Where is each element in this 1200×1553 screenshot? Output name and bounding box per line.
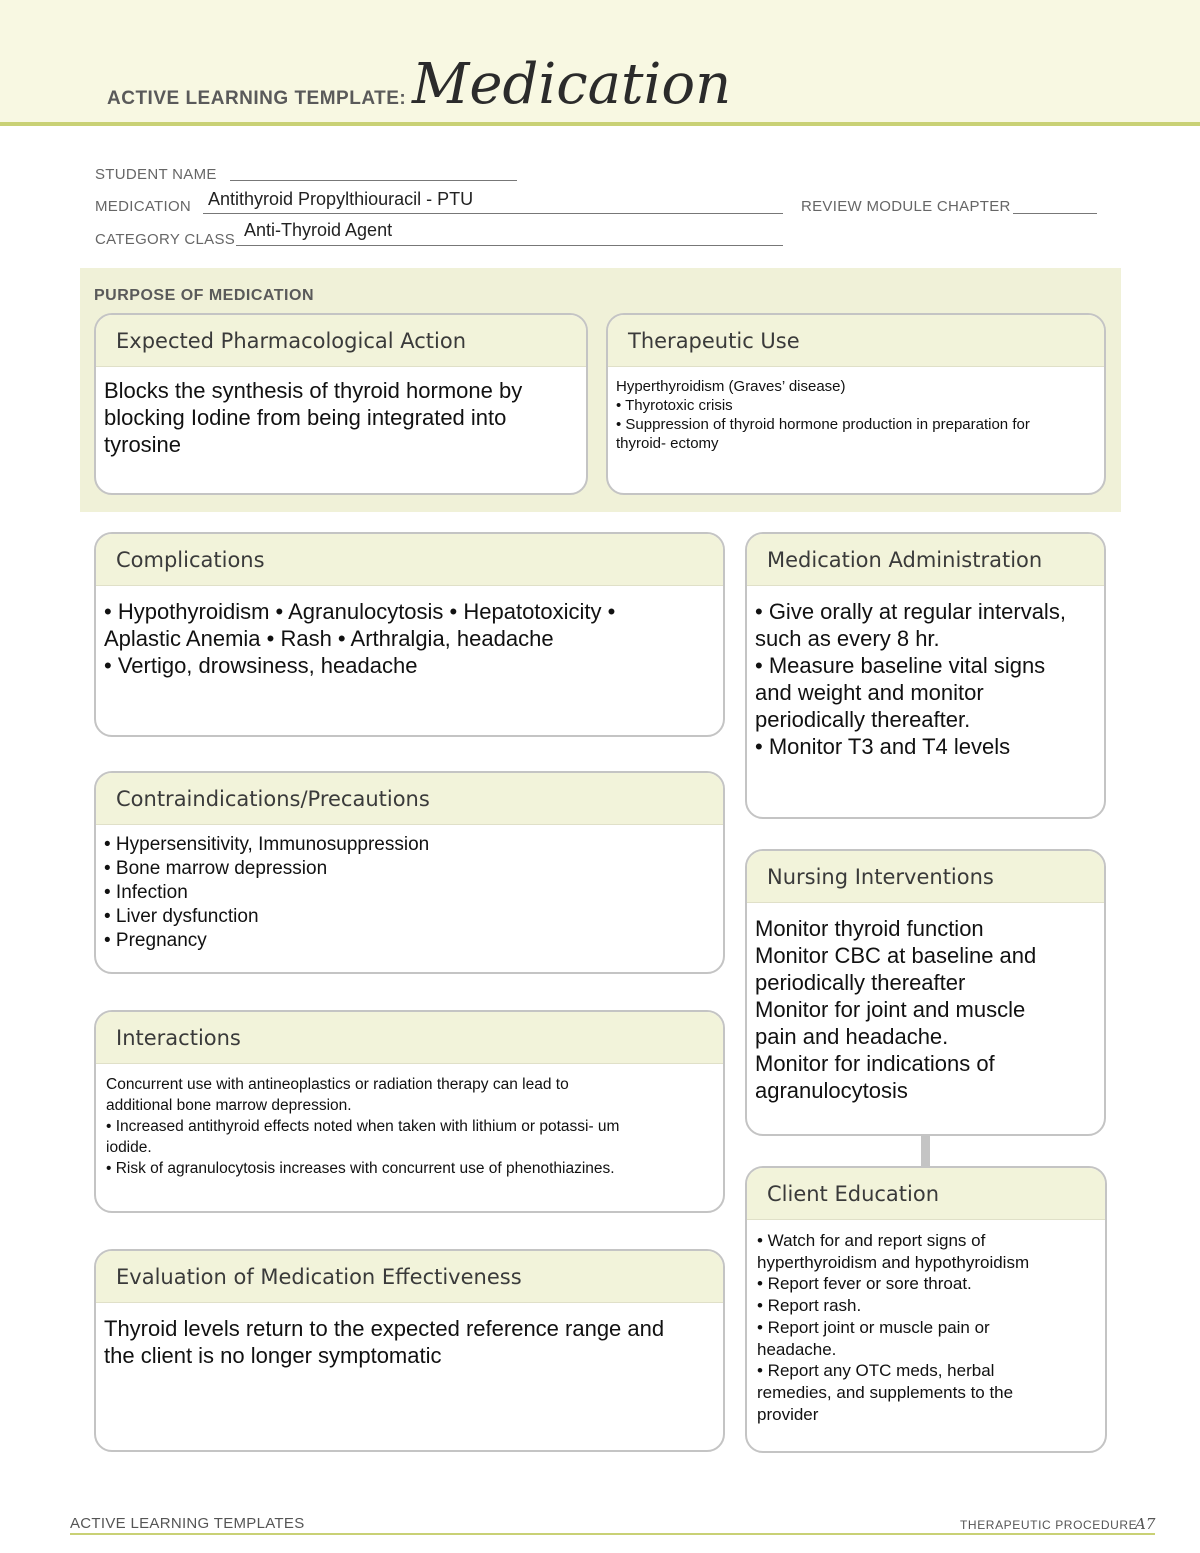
administration-line: • Measure baseline vital signs (755, 653, 1046, 678)
therapeutic-use-line: • Thyrotoxic crisis (616, 397, 733, 414)
header-rule (0, 122, 1200, 126)
expected-action-heading: Expected Pharmacological Action (96, 315, 586, 367)
administration-line: • Give orally at regular intervals, (755, 599, 1066, 624)
expected-action-line: blocking Iodine from being integrated into (104, 405, 507, 430)
administration-heading: Medication Administration (747, 534, 1104, 586)
category-class-field[interactable]: Anti-Thyroid Agent (244, 220, 393, 240)
contraindications-line: • Infection (104, 882, 188, 903)
client-education-line: • Watch for and report signs of (757, 1231, 986, 1250)
complications-card (94, 532, 725, 737)
nursing-line: Monitor CBC at baseline and (755, 943, 1037, 968)
review-module-label: REVIEW MODULE CHAPTER (801, 198, 1011, 215)
evaluation-line: Thyroid levels return to the expected reference range and (104, 1316, 665, 1341)
therapeutic-use-card (606, 313, 1106, 495)
client-education-heading: Client Education (747, 1168, 1105, 1220)
medication-label: MEDICATION (95, 198, 192, 215)
footer-right: THERAPEUTIC PROCEDURE (960, 1518, 1138, 1532)
nursing-card (745, 849, 1106, 1136)
evaluation-body (96, 1303, 723, 1369)
administration-line: periodically thereafter. (755, 707, 971, 732)
client-education-line: • Report joint or muscle pain or (757, 1317, 990, 1337)
nursing-heading: Nursing Interventions (747, 851, 1104, 903)
evaluation-heading: Evaluation of Medication Effectiveness (96, 1251, 723, 1303)
expected-action-line: tyrosine (104, 432, 182, 457)
nursing-line: agranulocytosis (755, 1078, 908, 1103)
interactions-body (96, 1064, 723, 1179)
template-label: ACTIVE LEARNING TEMPLATE: (107, 88, 407, 109)
therapeutic-use-heading: Therapeutic Use (608, 315, 1104, 367)
administration-line: and weight and monitor (755, 680, 984, 705)
footer-left: ACTIVE LEARNING TEMPLATES (70, 1515, 305, 1532)
review-module-line (1013, 213, 1097, 214)
contraindications-line: • Bone marrow depression (104, 858, 328, 879)
student-name-label: STUDENT NAME (95, 166, 217, 183)
client-education-line: headache. (757, 1339, 837, 1359)
client-education-card (745, 1166, 1107, 1453)
contraindications-line: • Liver dysfunction (104, 906, 259, 927)
interactions-line: additional bone marrow depression. (106, 1097, 352, 1114)
contraindications-heading: Contraindications/Precautions (96, 773, 723, 825)
client-education-line: • Report fever or sore throat. (757, 1274, 972, 1294)
complications-line: • Vertigo, drowsiness, headache (104, 653, 418, 678)
footer-page-number: A7 (1135, 1515, 1156, 1533)
evaluation-line: the client is no longer symptomatic (104, 1343, 442, 1368)
complications-line: Aplastic Anemia • Rash • Arthralgia, headache (104, 626, 554, 651)
contraindications-line: • Hypersensitivity, Immunosuppression (104, 834, 430, 855)
expected-action-card (94, 313, 588, 495)
client-education-line: remedies, and supplements to the (757, 1382, 1014, 1402)
purpose-title: PURPOSE OF MEDICATION (94, 287, 314, 304)
nursing-body (747, 903, 1104, 1104)
complications-body (96, 586, 723, 679)
interactions-line: iodide. (106, 1139, 152, 1156)
interactions-card (94, 1010, 725, 1213)
medication-line (203, 213, 783, 214)
template-title: Medication (412, 52, 732, 117)
nursing-line: Monitor for indications of (755, 1051, 995, 1076)
nursing-line: pain and headache. (755, 1024, 949, 1049)
interactions-line: • Increased antithyroid effects noted when taken with lithium or potassi- um (106, 1118, 620, 1135)
administration-body (747, 586, 1104, 760)
therapeutic-use-line: Hyperthyroidism (Graves’ disease) (616, 378, 846, 395)
therapeutic-use-line: thyroid- ectomy (616, 435, 719, 452)
nursing-line: Monitor thyroid function (755, 916, 984, 941)
nursing-line: Monitor for joint and muscle (755, 997, 1026, 1022)
contraindications-line: • Pregnancy (104, 930, 207, 951)
category-class-label: CATEGORY CLASS (95, 231, 236, 248)
therapeutic-use-line: • Suppression of thyroid hormone production in preparation for (616, 416, 1030, 433)
medication-field[interactable]: Antithyroid Propylthiouracil - PTU (208, 189, 474, 209)
client-education-body (747, 1220, 1105, 1425)
evaluation-card (94, 1249, 725, 1452)
expected-action-body (96, 367, 586, 458)
card-connector (921, 1135, 930, 1167)
expected-action-line: Blocks the synthesis of thyroid hormone by (104, 378, 523, 403)
interactions-heading: Interactions (96, 1012, 723, 1064)
interactions-line: • Risk of agranulocytosis increases with concurrent use of phenothiazines. (106, 1160, 615, 1177)
client-education-line: provider (757, 1404, 819, 1424)
nursing-line: periodically thereafter (755, 970, 966, 995)
administration-line: • Monitor T3 and T4 levels (755, 734, 1011, 759)
interactions-line: Concurrent use with antineoplastics or radiation therapy can lead to (106, 1076, 569, 1093)
student-name-line (230, 180, 517, 181)
contraindications-card (94, 771, 725, 974)
administration-card (745, 532, 1106, 819)
complications-line: • Hypothyroidism • Agranulocytosis • Hepatotoxicity • (104, 599, 616, 624)
category-class-line (236, 245, 783, 246)
administration-line: such as every 8 hr. (755, 626, 940, 651)
footer-rule (70, 1533, 1155, 1535)
client-education-line: hyperthyroidism and hypothyroidism (757, 1252, 1030, 1272)
client-education-line: • Report rash. (757, 1296, 862, 1316)
client-education-line: • Report any OTC meds, herbal (757, 1361, 995, 1381)
complications-heading: Complications (96, 534, 723, 586)
therapeutic-use-body (608, 367, 1104, 453)
contraindications-body (96, 825, 723, 953)
